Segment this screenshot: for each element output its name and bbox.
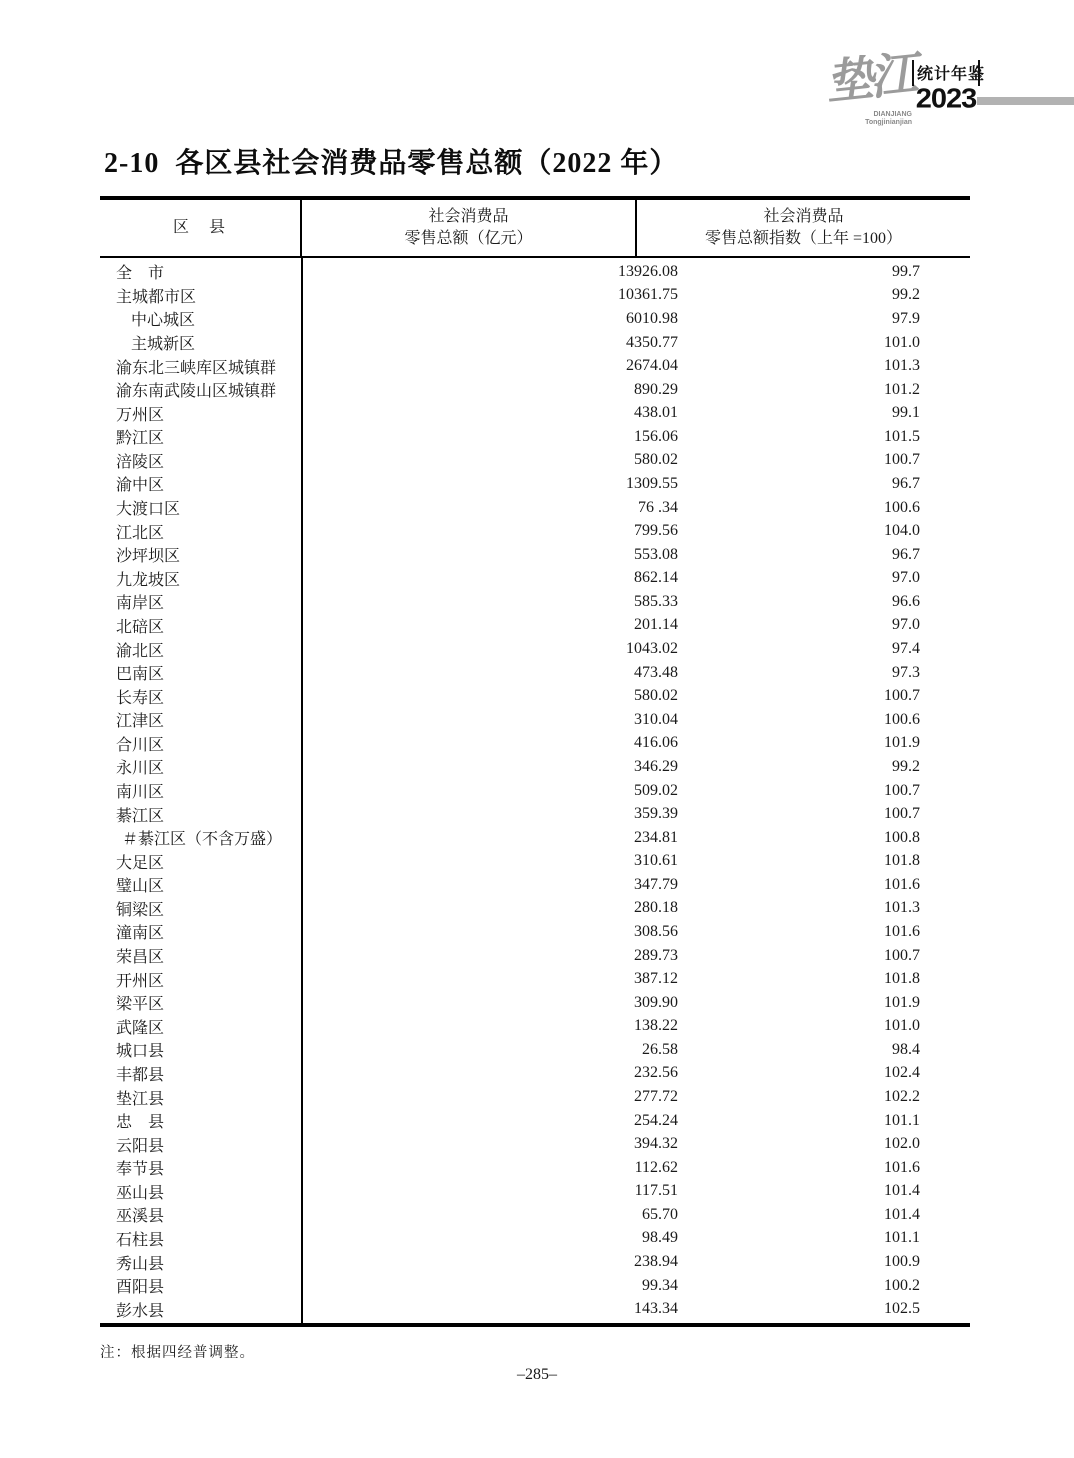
index-value-cell: 101.6 (884, 922, 920, 940)
retail-value-cell: 359.39 (634, 805, 678, 823)
region-name-cell: 荣昌区 (116, 949, 165, 967)
retail-value-cell: 473.48 (634, 663, 678, 681)
region-name-cell: 梁平区 (116, 996, 165, 1014)
table-row (100, 755, 970, 779)
retail-value-cell: 26.58 (642, 1040, 678, 1058)
table-row (100, 1250, 970, 1274)
retail-value-cell: 201.14 (634, 616, 678, 634)
retail-value-cell: 289.73 (634, 946, 678, 964)
table-row (100, 1297, 970, 1321)
table-row (100, 1274, 970, 1298)
table-row (100, 543, 970, 567)
table-row (100, 307, 970, 331)
table-row (100, 425, 970, 449)
index-value-cell: 96.7 (892, 474, 920, 492)
table-header (100, 196, 970, 258)
region-name-cell: 黔江区 (116, 430, 165, 448)
region-name-cell: 潼南区 (116, 925, 165, 943)
retail-value-cell: 4350.77 (626, 333, 678, 351)
col-header-retail-index: 社会消费品 零售总额指数（上年 =100） (704, 208, 903, 247)
table-row (100, 967, 970, 991)
index-value-cell: 101.0 (884, 1017, 920, 1035)
region-name-cell: 合川区 (116, 736, 165, 754)
table-row (100, 944, 970, 968)
retail-value-cell: 346.29 (634, 757, 678, 775)
page-title: 2-10 各区县社会消费品零售总额（2022 年） (104, 148, 679, 179)
index-value-cell: 101.6 (884, 1158, 920, 1176)
region-name-cell: 永川区 (116, 760, 165, 778)
region-name-cell: 璧山区 (116, 878, 165, 896)
table-row (100, 708, 970, 732)
table-row (100, 260, 970, 284)
retail-value-cell: 580.02 (634, 687, 678, 705)
index-value-cell: 97.4 (892, 640, 920, 658)
table-row (100, 779, 970, 803)
region-name-cell: 云阳县 (116, 1137, 165, 1155)
index-value-cell: 97.0 (892, 616, 920, 634)
index-value-cell: 99.2 (892, 286, 920, 304)
index-value-cell: 101.0 (884, 333, 920, 351)
region-name-cell: 大足区 (116, 854, 165, 872)
index-value-cell: 101.1 (884, 1229, 920, 1247)
region-name-cell: 武隆区 (116, 1019, 165, 1037)
table-row (100, 378, 970, 402)
index-value-cell: 100.6 (884, 498, 920, 516)
table-row (100, 637, 970, 661)
index-value-cell: 101.9 (884, 993, 920, 1011)
table-body (100, 258, 970, 1327)
table-row (100, 1109, 970, 1133)
table-row (100, 401, 970, 425)
region-name-cell: 丰都县 (116, 1066, 165, 1084)
table-row (100, 684, 970, 708)
index-value-cell: 100.7 (884, 781, 920, 799)
table-row (100, 1085, 970, 1109)
retail-value-cell: 1043.02 (626, 640, 678, 658)
retail-value-cell: 862.14 (634, 569, 678, 587)
retail-value-cell: 143.34 (634, 1300, 678, 1318)
region-name-cell: 巫山县 (116, 1184, 165, 1202)
table-row (100, 614, 970, 638)
retail-value-cell: 277.72 (634, 1088, 678, 1106)
retail-value-cell: 99.34 (642, 1276, 678, 1294)
table-row (100, 519, 970, 543)
retail-value-cell: 280.18 (634, 899, 678, 917)
table-row (100, 1062, 970, 1086)
index-value-cell: 100.9 (884, 1253, 920, 1271)
table-row (100, 802, 970, 826)
brand-pinyin-line2: Tongjinianjian (865, 119, 912, 126)
region-name-cell: 彭水县 (116, 1302, 165, 1320)
table-row (100, 1156, 970, 1180)
table-row (100, 496, 970, 520)
retail-value-cell: 234.81 (634, 828, 678, 846)
table-row (100, 472, 970, 496)
region-name-cell: 城口县 (116, 1043, 165, 1061)
region-name-cell: ＃綦江区（不含万盛） (122, 831, 283, 849)
retail-value-cell: 416.06 (634, 734, 678, 752)
table-row (100, 826, 970, 850)
retail-value-cell: 580.02 (634, 451, 678, 469)
table-row (100, 1203, 970, 1227)
region-name-cell: 巫溪县 (116, 1208, 165, 1226)
retail-value-cell: 65.70 (642, 1205, 678, 1223)
region-name-cell: 南岸区 (116, 595, 165, 613)
region-name-cell: 渝东南武陵山区城镇群 (116, 383, 277, 401)
retail-value-cell: 112.62 (634, 1158, 678, 1176)
region-name-cell: 垫江县 (116, 1090, 165, 1108)
region-name-cell: 涪陵区 (116, 453, 165, 471)
retail-value-cell: 10361.75 (618, 286, 678, 304)
region-name-cell: 北碚区 (116, 618, 165, 636)
retail-value-cell: 2674.04 (626, 357, 678, 375)
logo-divider-bar (977, 97, 1074, 105)
region-name-cell: 奉节县 (116, 1161, 165, 1179)
yearbook-label: 统计年鉴 (912, 60, 980, 86)
index-value-cell: 101.3 (884, 357, 920, 375)
retail-value-cell: 156.06 (634, 427, 678, 445)
col-header-retail-total: 社会消费品 零售总额（亿元） (302, 200, 637, 256)
index-value-cell: 101.5 (884, 427, 920, 445)
table-row (100, 331, 970, 355)
col-header-region-label: 区 县 (172, 219, 227, 236)
retail-value-cell: 238.94 (634, 1253, 678, 1271)
region-name-cell: 江津区 (116, 713, 165, 731)
index-value-cell: 100.2 (884, 1276, 920, 1294)
index-value-cell: 102.0 (884, 1135, 920, 1153)
region-name-cell: 开州区 (116, 972, 165, 990)
retail-value-cell: 308.56 (634, 922, 678, 940)
table-row (100, 590, 970, 614)
retail-value-cell: 6010.98 (626, 309, 678, 327)
index-value-cell: 101.6 (884, 875, 920, 893)
index-value-cell: 96.7 (892, 545, 920, 563)
retail-value-cell: 98.49 (642, 1229, 678, 1247)
index-value-cell: 101.1 (884, 1111, 920, 1129)
index-value-cell: 104.0 (884, 522, 920, 540)
region-name-cell: 沙坪坝区 (116, 548, 181, 566)
region-name-cell: 石柱县 (116, 1231, 165, 1249)
region-name-cell: 主城都市区 (116, 288, 197, 306)
region-name-cell: 渝北区 (116, 642, 165, 660)
region-name-cell: 江北区 (116, 524, 165, 542)
table-row (100, 1038, 970, 1062)
retail-value-cell: 509.02 (634, 781, 678, 799)
index-value-cell: 100.8 (884, 828, 920, 846)
table-row (100, 873, 970, 897)
region-name-cell: 渝中区 (116, 477, 165, 495)
retail-value-cell: 76 .34 (638, 498, 678, 516)
region-name-cell: 南川区 (116, 784, 165, 801)
brand-calligraphy: 垫江 (823, 48, 917, 111)
region-name-cell: 中心城区 (131, 312, 196, 330)
retail-value-cell: 138.22 (634, 1017, 678, 1035)
index-value-cell: 97.0 (892, 569, 920, 587)
retail-value-cell: 438.01 (634, 404, 678, 422)
table-row (100, 1227, 970, 1251)
region-name-cell: 大渡口区 (116, 501, 181, 519)
index-value-cell: 102.2 (884, 1088, 920, 1106)
index-value-cell: 100.7 (884, 805, 920, 823)
table-row (100, 920, 970, 944)
index-value-cell: 96.6 (892, 592, 920, 610)
retail-value-cell: 799.56 (634, 522, 678, 540)
region-name-cell: 秀山县 (116, 1255, 165, 1273)
index-value-cell: 101.4 (884, 1205, 920, 1223)
index-value-cell: 99.2 (892, 757, 920, 775)
region-name-cell: 忠 县 (116, 1114, 165, 1132)
table-row (100, 849, 970, 873)
retail-value-cell: 394.32 (634, 1135, 678, 1153)
index-value-cell: 101.8 (884, 852, 920, 870)
index-value-cell: 101.4 (884, 1182, 920, 1200)
table-row (100, 732, 970, 756)
table-row (100, 449, 970, 473)
region-name-cell: 铜梁区 (116, 901, 165, 919)
index-value-cell: 101.9 (884, 734, 920, 752)
page-number: –285– (517, 1366, 557, 1383)
region-name-cell: 綦江区 (116, 807, 165, 825)
retail-value-cell: 117.51 (634, 1182, 678, 1200)
retail-value-cell: 347.79 (634, 875, 678, 893)
index-value-cell: 100.7 (884, 946, 920, 964)
retail-value-cell: 13926.08 (618, 262, 678, 280)
index-value-cell: 101.8 (884, 970, 920, 988)
region-name-cell: 长寿区 (116, 689, 165, 707)
brand-pinyin-line1: DIANJIANG (873, 111, 912, 118)
stats-table (100, 196, 970, 1327)
region-name-cell: 巴南区 (116, 666, 165, 684)
region-name-cell: 全 市 (116, 265, 165, 283)
retail-value-cell: 309.90 (634, 993, 678, 1011)
index-value-cell: 97.9 (892, 309, 920, 327)
table-row (100, 354, 970, 378)
index-value-cell: 97.3 (892, 663, 920, 681)
retail-value-cell: 254.24 (634, 1111, 678, 1129)
region-name-cell: 主城新区 (131, 336, 196, 354)
retail-value-cell: 585.33 (634, 592, 678, 610)
table-row (100, 1015, 970, 1039)
region-name-cell: 渝东北三峡库区城镇群 (116, 359, 277, 377)
retail-value-cell: 1309.55 (626, 474, 678, 492)
index-value-cell: 98.4 (892, 1040, 920, 1058)
retail-value-cell: 553.08 (634, 545, 678, 563)
table-row (100, 897, 970, 921)
footnote: 注：根据四经普调整。 (100, 1345, 255, 1361)
table-row (100, 1132, 970, 1156)
index-value-cell: 102.5 (884, 1300, 920, 1318)
index-value-cell: 100.7 (884, 687, 920, 705)
index-value-cell: 100.7 (884, 451, 920, 469)
retail-value-cell: 387.12 (634, 970, 678, 988)
retail-value-cell: 232.56 (634, 1064, 678, 1082)
index-value-cell: 101.3 (884, 899, 920, 917)
brand-pinyin (840, 111, 912, 127)
region-name-cell: 九龙坡区 (116, 571, 181, 589)
region-name-cell: 酉阳县 (116, 1279, 165, 1297)
table-row (100, 991, 970, 1015)
index-value-cell: 99.1 (892, 404, 920, 422)
table-row (100, 284, 970, 308)
table-row (100, 661, 970, 685)
index-value-cell: 101.2 (884, 380, 920, 398)
index-value-cell: 99.7 (892, 262, 920, 280)
index-value-cell: 102.4 (884, 1064, 920, 1082)
table-row (100, 567, 970, 591)
retail-value-cell: 310.61 (634, 852, 678, 870)
region-name-cell: 万州区 (116, 406, 165, 424)
yearbook-year: 2023 (915, 83, 977, 115)
col-header-region (100, 200, 302, 256)
retail-value-cell: 890.29 (634, 380, 678, 398)
index-value-cell: 100.6 (884, 710, 920, 728)
yearbook-logo (912, 60, 986, 115)
retail-value-cell: 310.04 (634, 710, 678, 728)
table-row (100, 1180, 970, 1204)
